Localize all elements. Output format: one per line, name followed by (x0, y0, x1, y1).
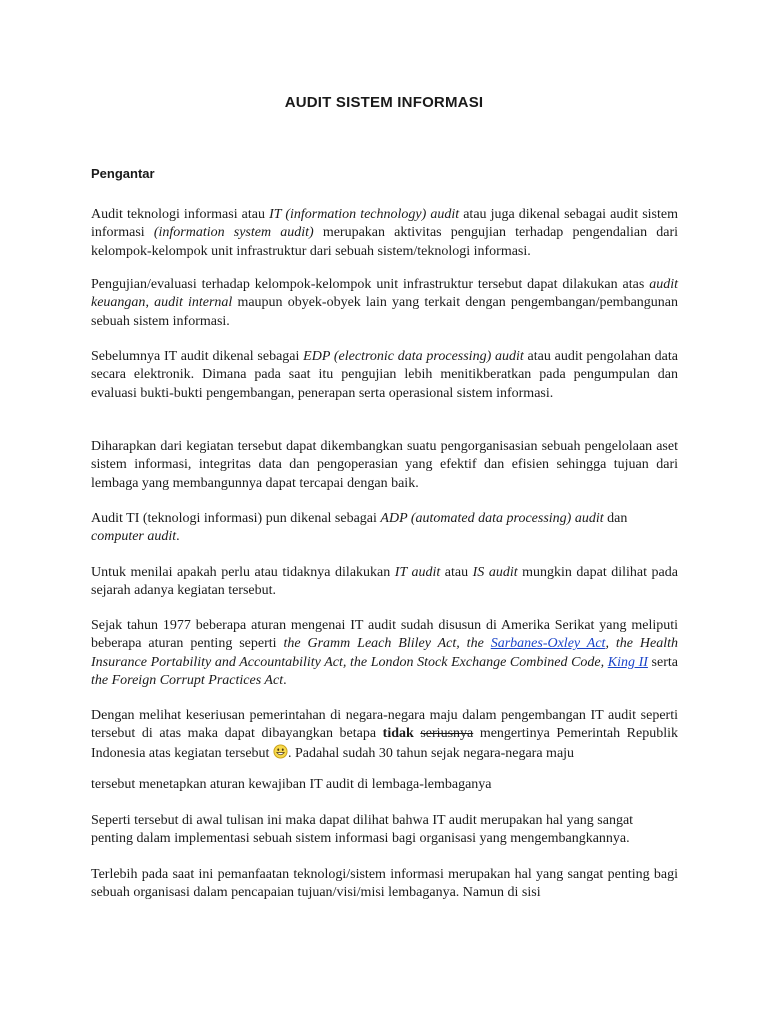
grinning-face-icon (273, 744, 288, 759)
text-run: , (145, 295, 155, 311)
text-run: Untuk menilai apakah perlu atau tidaknya dilakukan (91, 565, 395, 580)
paragraph-8 (91, 707, 678, 763)
paragraph-6 (91, 564, 678, 601)
text-run: atau (440, 565, 473, 580)
text-run: mungkin dapat dilihat pada sejarah adanya kegiatan tersebut. (91, 565, 678, 599)
text-run: Audit teknologi informasi atau (91, 207, 270, 222)
text-run: . (283, 673, 287, 689)
text-run: Dengan melihat keseriusan pemerintahan di negara-negara maju dalam pengembangan IT audit seperti tersebut di atas maka dapat dibayangkan betapa (91, 708, 678, 742)
paragraph-9 (91, 776, 678, 794)
paragraph-7 (91, 617, 678, 691)
text-run: Terlebih pada saat ini pemanfaatan teknologi/sistem informasi merupakan hal yang sangat penting bagi sebuah organisasi dalam pencapaian tujuan/visi/misi lembaganya. Namun di sisi (91, 867, 678, 901)
italic-term: IS audit (472, 565, 518, 580)
king-ii-link[interactable]: King II (607, 654, 648, 670)
text-run: maupun obyek-obyek lain yang terkait dengan pengembangan/pembangunan sebuah sistem informasi. (91, 295, 678, 329)
italic-term: EDP (electronic data processing) audit (303, 349, 524, 364)
italic-term: IT (information technology) audit (269, 207, 460, 222)
italic-term: IT audit (394, 565, 441, 580)
text-run: Sejak tahun 1977 beberapa aturan mengenai IT audit sudah disusun di Amerika Serikat yang meliputi beberapa aturan penting seperti (91, 618, 678, 652)
paragraph-2 (91, 276, 678, 331)
text-run: . Padahal sudah 30 tahun sejak negara-negara maju (287, 745, 575, 761)
text-run: . (176, 529, 180, 545)
italic-term: audit keuangan (91, 277, 678, 311)
paragraph-1 (91, 206, 678, 261)
text-run: merupakan aktivitas pengujian terhadap pengendalian dari kelompok-kelompok unit infrastruktur dari sebuah sistem/teknologi informasi. (91, 225, 679, 259)
italic-term: (information system audit) (153, 225, 314, 241)
strikethrough-word: seriusnya (420, 726, 474, 742)
italic-term: the Gramm Leach Bliley Act, the (283, 636, 491, 652)
paragraph-3 (91, 348, 678, 403)
text-run: dan (603, 511, 628, 526)
sarbanes-oxley-link[interactable]: Sarbanes-Oxley Act (490, 636, 606, 652)
text-run: atau audit pengolahan data secara elektronik. Dimana pada saat itu pengujian lebih menitikberatkan pada pengumpulan dan evaluasi bukti-bukti pengembangan, penerapan serta operasional sistem informasi. (91, 349, 678, 401)
italic-term: computer audit (91, 529, 177, 545)
text-run: tersebut menetapkan aturan kewajiban IT audit di lembaga-lembaganya (91, 777, 492, 792)
paragraph-5 (91, 510, 678, 547)
italic-term: the Foreign Corrupt Practices Act (91, 673, 284, 689)
paragraph-11 (91, 866, 678, 903)
paragraph-10 (91, 812, 678, 849)
text-run: atau juga dikenal sebagai audit sistem informasi (91, 207, 678, 241)
paragraph-4 (91, 438, 678, 493)
text-run: Sebelumnya IT audit dikenal sebagai (91, 349, 304, 364)
italic-term: audit internal (154, 295, 233, 311)
bold-word: tidak (382, 726, 414, 742)
text-run: Seperti tersebut di awal tulisan ini maka dapat dilihat bahwa IT audit merupakan hal yang sangat penting dalam implementasi sebuah sistem informasi bagi organisasi yang mengembangkannya. (91, 813, 634, 847)
document-title: AUDIT SISTEM INFORMASI (284, 94, 484, 111)
italic-term: ADP (automated data processing) audit (380, 511, 604, 526)
text-run: serta (647, 654, 678, 670)
text-run: Audit TI (teknologi informasi) pun dikenal sebagai (91, 511, 381, 526)
italic-term: , the Health Insurance Portability and Accountability Act, the London Stock Exchange Combined Code, (91, 636, 678, 670)
text-run: Diharapkan dari kegiatan tersebut dapat dikembangkan suatu pengorganisasian sebuah pengelolaan aset sistem informasi, integritas data dan pengoperasian yang efektif dan efisien sehingga tujuan dari lembaga yang membangunnya dapat tercapai dengan baik. (91, 439, 678, 491)
text-run: mengertinya Pemerintah Republik Indonesia atas kegiatan tersebut (91, 726, 679, 761)
section-heading: Pengantar (91, 166, 155, 181)
text-run: Pengujian/evaluasi terhadap kelompok-kelompok unit infrastruktur tersebut dapat dilakukan atas (91, 277, 650, 292)
